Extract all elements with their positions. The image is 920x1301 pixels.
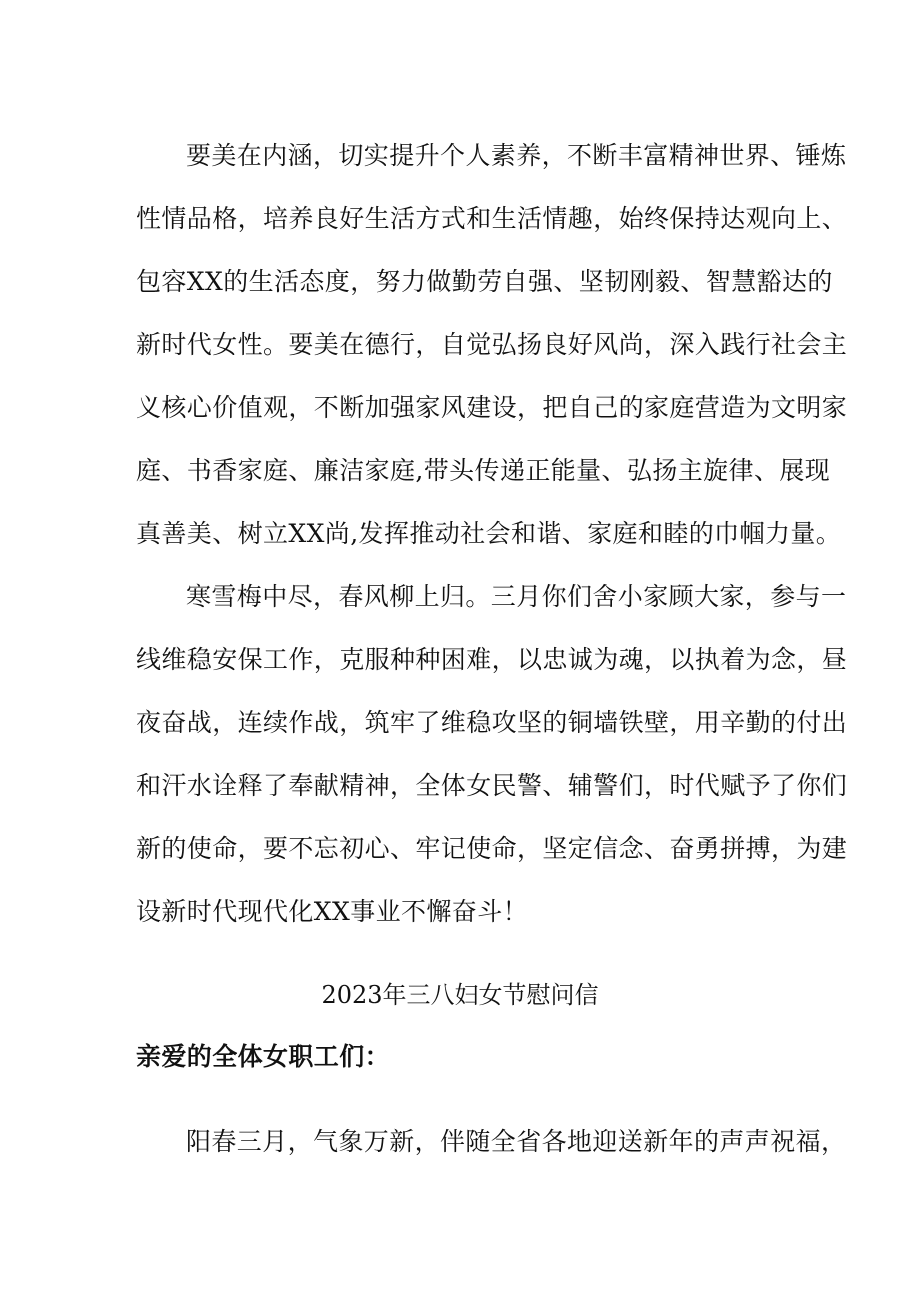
paragraph-line: 和汗水诠释了奉献精神，全体女民警、辅警们，时代赋予了你们 [136,771,848,800]
paragraph-line: 要美在内涵，切实提升个人素养，不断丰富精神世界、锤炼 [186,141,847,170]
paragraph-line: 设新时代现代化XX事业不懈奋斗！ [136,897,528,926]
paragraph-line: 庭、书香家庭、廉洁家庭,带头传递正能量、弘扬主旋律、展现 [136,456,831,485]
paragraph-line: 包容XX的生活态度，努力做勤劳自强、坚韧刚毅、智慧豁达的 [136,267,833,296]
letter-salutation: 亲爱的全体女职工们： [136,1042,391,1071]
paragraph-line: 新的使命，要不忘初心、牢记使命，坚定信念、奋勇拼搏，为建 [136,834,848,863]
letter-title: 2023年三八妇女节慰问信 [321,981,599,1009]
paragraph-line: 义核心价值观，不断加强家风建设，把自己的家庭营造为文明家 [136,393,848,422]
paragraph-line: 新时代女性。要美在德行，自觉弘扬良好风尚，深入践行社会主 [136,330,848,359]
paragraph-line: 寒雪梅中尽，春风柳上归。三月你们舍小家顾大家，参与一 [186,582,847,611]
paragraph-line: 线维稳安保工作，克服种种困难，以忠诚为魂，以执着为念，昼 [136,645,848,674]
paragraph-line: 真善美、树立XX尚,发挥推动社会和谐、家庭和睦的巾帼力量。 [136,519,842,548]
paragraph-line: 夜奋战，连续作战，筑牢了维稳攻坚的铜墙铁壁，用辛勤的付出 [136,708,848,737]
paragraph-line: 性情品格，培养良好生活方式和生活情趣，始终保持达观向上、 [136,204,848,233]
letter-first-line: 阳春三月，气象万新，伴随全省各地迎送新年的声声祝福， [186,1127,847,1156]
